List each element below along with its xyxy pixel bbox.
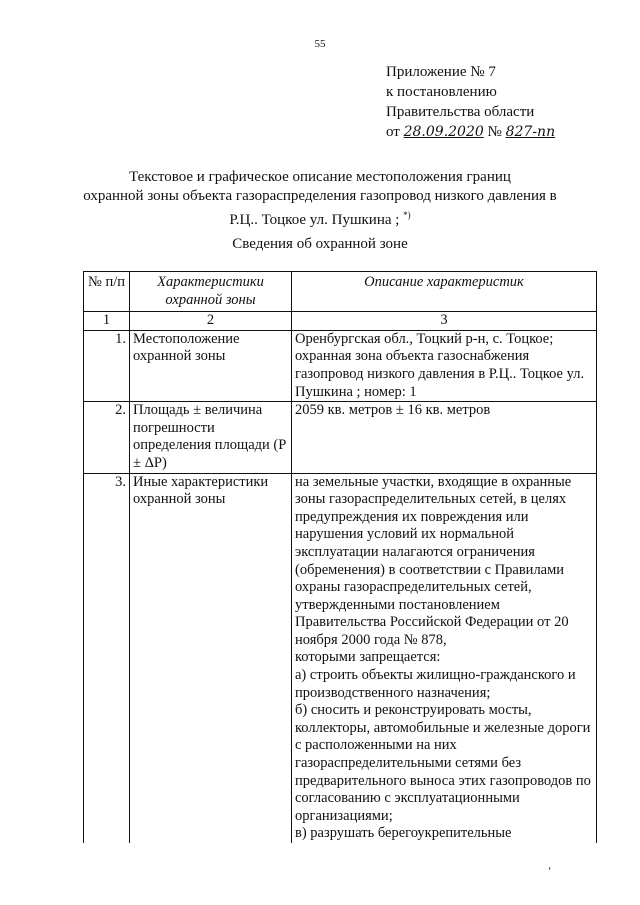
appendix-block [386, 62, 555, 142]
title-line-1: Текстовое и графическое описание местоположения границ [129, 169, 511, 185]
column-number-2: 2 [130, 312, 292, 331]
appendix-prefix: от [386, 124, 400, 140]
row-number: 3. [84, 473, 130, 843]
appendix-date: 28.09.2020 [403, 124, 484, 140]
row-name: Иные характеристики охранной зоны [130, 473, 292, 843]
appendix-no-label: № [487, 124, 502, 140]
column-number-3: 3 [292, 312, 597, 331]
row-description [292, 473, 597, 843]
description-paragraph: в) разрушать берегоукрепительные [295, 825, 512, 842]
page-number: 55 [314, 38, 326, 50]
column-number-1: 1 [84, 312, 130, 331]
section-subtitle: Сведения об охранной зоне [232, 236, 408, 252]
row-description: 2059 кв. метров ± 16 кв. метров [292, 402, 597, 473]
scan-mark: ‘ [548, 866, 552, 877]
header-description: Описание характеристик [292, 272, 597, 312]
row-name: Местоположение охранной зоны [130, 330, 292, 401]
appendix-line-3: Правительства области [386, 104, 535, 120]
title-line-3-text: Р.Ц.. Тоцкое ул. Пушкина ; [229, 212, 400, 228]
table-header-row [84, 272, 597, 312]
document-title [60, 168, 580, 230]
title-line-2: охранной зоны объекта газораспределения газопровод низкого давления в [83, 188, 557, 204]
description-paragraph: на земельные участки, входящие в охранные зоны газораспределительных сетей, в целях предупреждения их повреждения или нарушения условий их нормальной эксплуатации налагаются ограничения (обременения) в соответствии с Правилами охраны газораспределительных сетей, утвержденными постановлением Правительства Российской Федерации от 20 ноября 2000 года № 878, [295, 473, 572, 648]
table-row [84, 402, 597, 473]
header-num: № п/п [84, 272, 130, 312]
protected-zone-table [83, 271, 597, 843]
table-row [84, 330, 597, 401]
title-line-3 [60, 206, 580, 230]
row-number: 2. [84, 402, 130, 473]
title-footnote: *) [403, 210, 411, 220]
appendix-line-4 [386, 122, 555, 142]
header-characteristics: Характеристики охранной зоны [130, 272, 292, 312]
row-number: 1. [84, 330, 130, 401]
appendix-number: 827-пп [505, 124, 556, 140]
row-description: Оренбургская обл., Тоцкий р-н, с. Тоцкое; охранная зона объекта газоснабжения газопровод низкого давления в Р.Ц.. Тоцкое ул. Пушкина ; номер: 1 [292, 330, 597, 401]
description-paragraph: которыми запрещается: [295, 649, 441, 666]
appendix-line-2: к постановлению [386, 84, 497, 100]
description-paragraph: а) строить объекты жилищно-гражданского и производственного назначения; [295, 667, 576, 701]
row-name: Площадь ± величина погрешности определения площади (P ± ΔP) [130, 402, 292, 473]
table-row [84, 473, 597, 843]
appendix-line-1: Приложение № 7 [386, 64, 496, 80]
description-paragraph: б) сносить и реконструировать мосты, коллекторы, автомобильные и железные дороги с расположенными на них газораспределительными сетями без предварительного выноса этих газопроводов по согласованию с эксплуатационными организациями; [295, 702, 591, 824]
column-numbers-row [84, 312, 597, 331]
